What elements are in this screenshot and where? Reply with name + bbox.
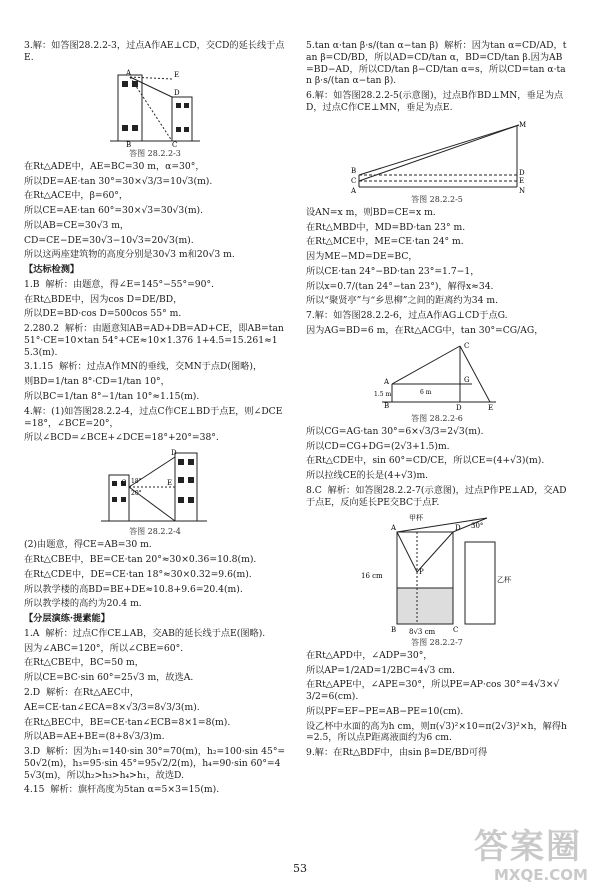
right-paragraph: 在Rt△MBD中，MD=BD·tan 23° m. <box>306 221 466 233</box>
svg-text:D: D <box>174 88 180 97</box>
right-paragraph: 所以CD=CG+DG=(2√3+1.5)m. <box>306 440 450 452</box>
figure-28-2-2-6 <box>372 340 502 412</box>
svg-text:D: D <box>456 403 462 412</box>
left-paragraph: 3.解：如答图28.2.2-3，过点A作AE⊥CD，交CD的延长线于点E. <box>24 40 285 63</box>
right-paragraph: 所以PF=EF−PE=AB−PE=10(cm). <box>306 705 464 717</box>
svg-text:B: B <box>126 140 132 147</box>
figure-caption: 答图 28.2.2-3 <box>129 148 181 158</box>
right-paragraph: 设乙杯中水面的高为h cm，则π(√3)²×10=π(2√3)²×h，解得h=2.5，所以点P距离液面约为6 cm. <box>306 720 567 744</box>
svg-text:甲杯: 甲杯 <box>409 513 423 522</box>
left-paragraph: 所以AB=AE+BE=(8+8√3/3)m. <box>24 731 165 743</box>
right-column <box>306 40 568 762</box>
left-paragraph: 在Rt△BEC中，BE=CE·tan∠ECB=8×1=8(m). <box>24 716 231 728</box>
svg-text:18°: 18° <box>131 478 142 486</box>
left-paragraph: 3.D 解析：因为h₁=140·sin 30°=70(m)，h₂=100·sin 45°=50√2(m)，h₃=95·sin 45°=95√2/2(m)，h₄=90·sin 60°=45√3(m)，所以h₂>h₃>h₄>h₁，故选D. <box>24 746 286 781</box>
right-paragraph: 在Rt△MCE中，ME=CE·tan 24° m. <box>306 236 464 248</box>
right-paragraph: 所以AP=1/2AD=1/2BC=4√3 cm. <box>306 664 456 676</box>
left-paragraph: 所以DE=AE·tan 30°=30×√3/3=10√3(m). <box>24 175 213 187</box>
right-paragraph: 所以“聚贤亭”与“乡思柳”之间的距离约为34 m. <box>306 295 499 307</box>
svg-text:B: B <box>384 401 390 410</box>
svg-text:20°: 20° <box>131 490 142 498</box>
fig5-figure <box>306 117 568 193</box>
right-paragraph: 所以CG=AG·tan 30°=6×√3/3=2√3(m). <box>306 425 484 437</box>
left-paragraph: 所以AB=CE=30√3 m， <box>24 219 130 231</box>
svg-text:E: E <box>519 176 525 185</box>
svg-text:B: B <box>391 625 397 634</box>
svg-text:8√3 cm: 8√3 cm <box>409 627 436 636</box>
figure-28-2-2-7 <box>357 512 517 636</box>
left-paragraph: 4.15 解析：旗杆高度为5tan α=5×3=15(m). <box>24 784 220 796</box>
left-paragraph: 因为∠ABC=120°，所以∠CBE=60°. <box>24 642 184 654</box>
right-paragraph: 9.解：在Rt△BDF中，由sin β=DE/BD可得 <box>306 747 488 759</box>
figure-caption: 答图 28.2.2-5 <box>411 194 463 204</box>
left-paragraph: CD=CE−DE=30√3−10√3=20√3(m). <box>24 234 194 246</box>
left-paragraph: 1.A 解析：过点C作CE⊥AB，交AB的延长线于点E(图略). <box>24 627 266 639</box>
svg-text:A: A <box>384 377 390 386</box>
figure-28-2-2-4 <box>95 447 215 525</box>
svg-text:A: A <box>351 186 357 193</box>
svg-text:C: C <box>172 140 178 147</box>
svg-text:B: B <box>351 166 357 175</box>
left-paragraph: 所以这两座建筑物的高度分别是30√3 m和20√3 m. <box>24 249 235 261</box>
svg-text:D: D <box>519 168 525 177</box>
svg-text:E: E <box>488 403 494 412</box>
svg-text:乙杯: 乙杯 <box>497 575 511 584</box>
svg-text:E: E <box>174 70 180 79</box>
left-paragraph: 所以教学楼的高约为20.4 m. <box>24 598 142 610</box>
right-paragraph: 6.解：如答图28.2.2-5(示意图)，过点B作BD⊥MN，垂足为点D，过点C作CE⊥MN，垂足为点E. <box>306 90 564 113</box>
left-paragraph: 2.D 解析：在Rt△AEC中， <box>24 686 140 698</box>
left-paragraph: 所以∠BCD=∠BCE+∠DCE=18°+20°=38°. <box>24 432 219 444</box>
right-paragraph: 8.C 解析：如答图28.2.2-7(示意图)，过点P作PE⊥AD，交AD于点E，反向延长PE交BC于点F. <box>306 485 567 508</box>
svg-text:N: N <box>519 186 526 193</box>
left-paragraph: 所以教学楼的高BD=BE+DE≈10.8+9.6=20.4(m). <box>24 583 243 595</box>
left-paragraph: 则BD=1/tan 8°·CD=1/tan 10°， <box>24 376 170 388</box>
left-paragraph: 在Rt△CDE中，DE=CE·tan 18°≈30×0.32=9.6(m). <box>24 568 252 580</box>
figure-caption: 答图 28.2.2-7 <box>411 637 463 647</box>
right-paragraph: 所以拉线CE的长是(4+√3)m. <box>306 470 429 482</box>
page-number: 53 <box>293 862 307 875</box>
left-column <box>24 40 286 799</box>
fig4-figure <box>24 447 286 525</box>
right-paragraph: 7.解：如答图28.2.2-6，过点A作AG⊥CD于点G. <box>306 310 508 322</box>
svg-text:A: A <box>391 523 397 532</box>
right-paragraph: 因为AG=BD=6 m，在Rt△ACG中，tan 30°=CG/AG， <box>306 324 544 336</box>
svg-text:C: C <box>121 479 127 488</box>
svg-text:M: M <box>519 120 527 129</box>
svg-text:D: D <box>171 449 177 458</box>
left-paragraph: 所以BC=1/tan 8°−1/tan 10°≈1.15(m). <box>24 391 200 403</box>
figure-caption: 答图 28.2.2-4 <box>129 527 181 537</box>
right-paragraph: 5.tan α·tan β·s/(tan α−tan β) 解析：因为tan α=CD/AD，tan β=CD/BD，所以AD=CD/tan α，BD=CD/tan β.因为AB=BD−AD，所以CD/tan β−CD/tan α=s，所以CD=tan α·tan β·s/(tan α−tan β). <box>306 40 567 87</box>
right-paragraph: 在Rt△APD中，∠ADP=30°， <box>306 649 433 661</box>
right-paragraph: 在Rt△APE中，∠APE=30°，所以PE=AP·cos 30°=4√3×√3/2=6(cm). <box>306 679 560 703</box>
left-paragraph: 3.1.15 解析：过点A作MN的垂线，交MN于点D(图略)， <box>24 361 263 373</box>
svg-text:16 cm: 16 cm <box>361 571 383 580</box>
figure-28-2-2-5 <box>347 117 527 193</box>
watermark-url: MXQE.COM <box>494 866 588 884</box>
left-paragraph: 在Rt△ADE中，AE=BC=30 m，α=30°， <box>24 160 205 172</box>
left-paragraph: 在Rt△CBE中，BC=50 m， <box>24 657 144 669</box>
left-paragraph: 所以CE=BC·sin 60°=25√3 m，故选A. <box>24 672 194 684</box>
figure-28-2-2-3 <box>100 67 210 147</box>
svg-text:C: C <box>464 341 470 350</box>
right-paragraph: 因为ME−MD=DE=BC， <box>306 251 418 263</box>
left-paragraph: AE=CE·tan∠ECA=8×√3/3=8√3/3(m). <box>24 701 200 713</box>
watermark-logo: 答案圈 <box>474 827 582 867</box>
figure-caption: 答图 28.2.2-6 <box>411 413 463 423</box>
right-paragraph: 在Rt△CDE中，sin 60°=CD/CE，所以CE=(4+√3)(m). <box>306 455 545 467</box>
left-paragraph: (2)由题意，得CE=AB=30 m. <box>24 539 152 551</box>
svg-text:D: D <box>455 523 461 532</box>
svg-text:E: E <box>167 479 173 488</box>
svg-text:G: G <box>464 375 470 384</box>
svg-text:6 m: 6 m <box>420 388 432 396</box>
left-paragraph: 所以CE=AE·tan 60°=30×√3=30√3(m). <box>24 205 204 217</box>
fig3-figure <box>24 67 286 147</box>
left-paragraph: 1.B 解析：由题意，得∠E=145°−55°=90°. <box>24 278 214 290</box>
svg-text:A: A <box>126 68 132 77</box>
right-paragraph: 设AN=x m，则BD=CE=x m. <box>306 206 436 218</box>
left-paragraph: 在Rt△ACE中，β=60°， <box>24 190 129 202</box>
left-paragraph: 【分层演练·提素能】 <box>24 613 110 625</box>
svg-text:C: C <box>453 625 459 634</box>
fig7-figure <box>306 512 568 636</box>
right-paragraph: 所以CE·tan 24°−BD·tan 23°=1.7−1， <box>306 265 480 277</box>
right-paragraph: 所以x=0.7/(tan 24°−tan 23°)，解得x≈34. <box>306 280 494 292</box>
svg-text:P: P <box>419 567 424 576</box>
svg-text:1.5 m: 1.5 m <box>374 390 392 398</box>
left-paragraph: 【达标检测】 <box>24 264 80 276</box>
left-paragraph: 在Rt△CBE中，BE=CE·tan 20°≈30×0.36=10.8(m). <box>24 554 257 566</box>
svg-text:30°: 30° <box>471 521 484 530</box>
left-paragraph: 2.280.2 解析：由题意知AB=AD+DB=AD+CE，即AB=tan 51°·CE=10×tan 54°+CE≈10×1.376 1+4.5=15.261≈15.3(m). <box>24 323 287 358</box>
left-paragraph: 所以DE=BD·cos D=500cos 55° m. <box>24 308 182 320</box>
left-paragraph: 在Rt△BDE中，因为cos D=DE/BD， <box>24 293 183 305</box>
fig6-figure <box>306 340 568 412</box>
svg-text:C: C <box>351 176 357 185</box>
left-paragraph: 4.解：(1)如答图28.2.2-4，过点C作CE⊥BD于点E，则∠DCE=18°，∠BCE=20°， <box>24 405 283 429</box>
